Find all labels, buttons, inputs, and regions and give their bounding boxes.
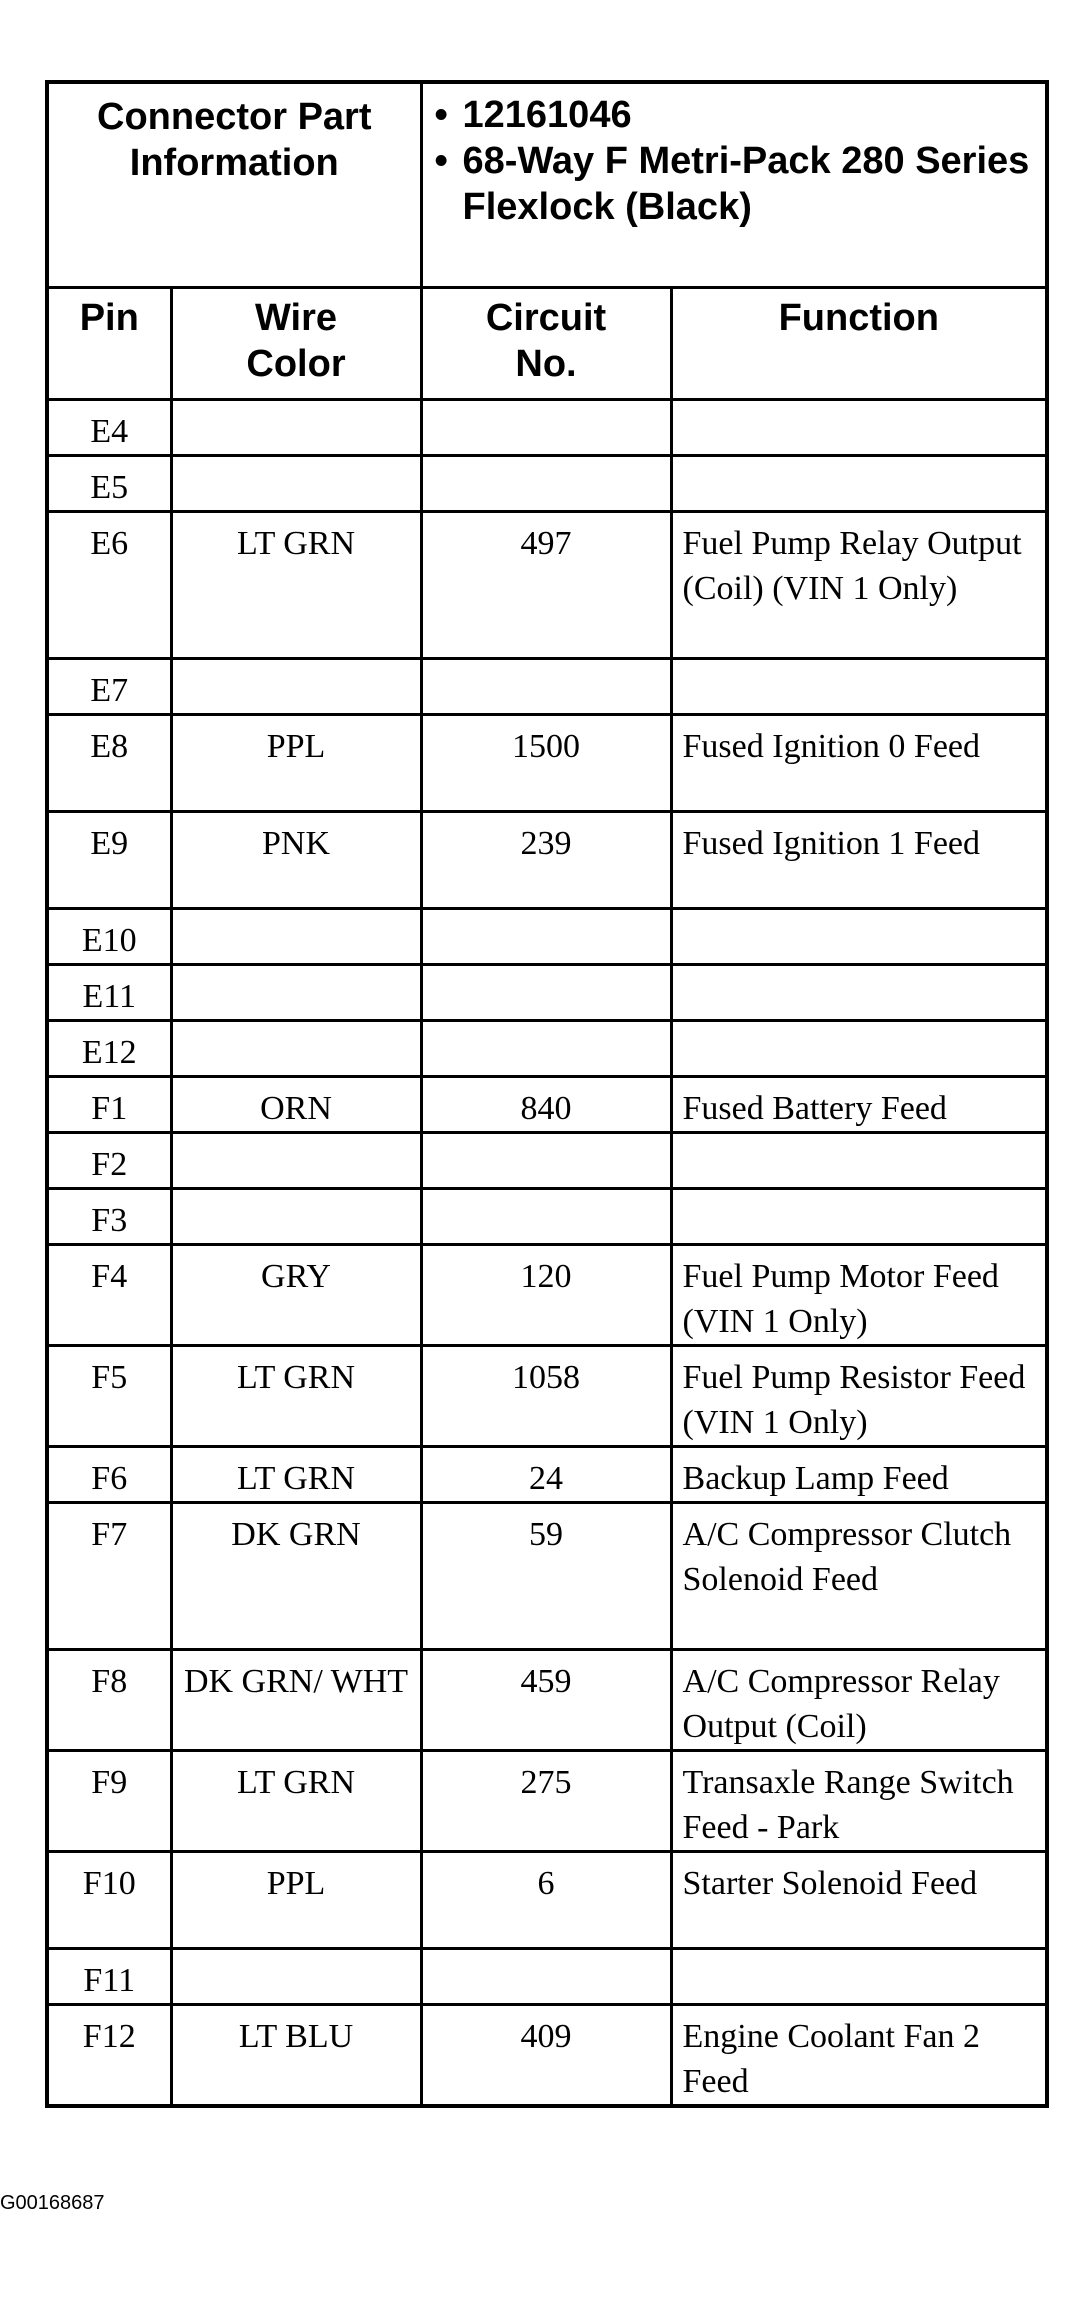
part-number: 12161046 xyxy=(462,94,632,136)
function-cell xyxy=(671,455,1047,511)
pin-cell: E8 xyxy=(47,714,171,811)
function-cell: Engine Coolant Fan 2 Feed xyxy=(671,2004,1047,2106)
function-cell: A/C Compressor Relay Output (Coil) xyxy=(671,1649,1047,1750)
connector-info-row xyxy=(47,82,1047,287)
circuit-number-cell xyxy=(421,1948,671,2004)
circuit-number-header: Circuit No. xyxy=(421,287,671,399)
wire-color-cell: LT GRN xyxy=(171,1750,421,1851)
circuit-number-cell xyxy=(421,1132,671,1188)
part-number-item xyxy=(433,92,1036,138)
wire-color-cell: ORN xyxy=(171,1076,421,1132)
pin-cell: F8 xyxy=(47,1649,171,1750)
pin-cell: E12 xyxy=(47,1020,171,1076)
function-cell xyxy=(671,1948,1047,2004)
wire-color-cell: LT GRN xyxy=(171,1345,421,1446)
wire-color-cell xyxy=(171,964,421,1020)
pin-cell: F9 xyxy=(47,1750,171,1851)
pin-cell: F3 xyxy=(47,1188,171,1244)
function-cell: Fused Ignition 1 Feed xyxy=(671,811,1047,908)
function-cell xyxy=(671,908,1047,964)
connector-description-item xyxy=(433,138,1036,230)
function-cell: A/C Compressor Clutch Solenoid Feed xyxy=(671,1502,1047,1649)
wire-color-cell xyxy=(171,1188,421,1244)
wire-color-cell: LT GRN xyxy=(171,511,421,658)
table-row xyxy=(47,964,1047,1020)
pin-cell: F5 xyxy=(47,1345,171,1446)
pin-cell: E5 xyxy=(47,455,171,511)
circuit-number-cell: 1058 xyxy=(421,1345,671,1446)
wire-color-cell xyxy=(171,908,421,964)
connector-pinout-table xyxy=(45,80,1049,2108)
pin-cell: E9 xyxy=(47,811,171,908)
pin-cell: F2 xyxy=(47,1132,171,1188)
circuit-number-cell: 59 xyxy=(421,1502,671,1649)
wire-color-cell xyxy=(171,1020,421,1076)
pin-cell: E11 xyxy=(47,964,171,1020)
circuit-number-cell: 239 xyxy=(421,811,671,908)
pin-cell: E7 xyxy=(47,658,171,714)
wire-color-cell xyxy=(171,658,421,714)
function-cell xyxy=(671,658,1047,714)
wire-color-cell: DK GRN xyxy=(171,1502,421,1649)
circuit-number-cell: 1500 xyxy=(421,714,671,811)
function-cell: Fuel Pump Resistor Feed (VIN 1 Only) xyxy=(671,1345,1047,1446)
pin-cell: F10 xyxy=(47,1851,171,1948)
pin-cell: F11 xyxy=(47,1948,171,2004)
wire-color-cell: PNK xyxy=(171,811,421,908)
circuit-number-cell: 497 xyxy=(421,511,671,658)
wire-color-cell xyxy=(171,399,421,455)
circuit-number-cell xyxy=(421,964,671,1020)
bullet-icon: • xyxy=(434,140,448,182)
pin-cell: E6 xyxy=(47,511,171,658)
table-row xyxy=(47,1446,1047,1502)
circuit-number-cell xyxy=(421,399,671,455)
table-row xyxy=(47,1345,1047,1446)
wire-color-cell xyxy=(171,1948,421,2004)
table-row xyxy=(47,2004,1047,2106)
circuit-number-cell: 120 xyxy=(421,1244,671,1345)
function-cell: Transaxle Range Switch Feed - Park xyxy=(671,1750,1047,1851)
circuit-number-cell xyxy=(421,908,671,964)
bullet-icon: • xyxy=(434,94,448,136)
circuit-number-cell: 275 xyxy=(421,1750,671,1851)
table-row xyxy=(47,1132,1047,1188)
connector-info-label-line1: Connector Part xyxy=(97,96,372,138)
image-id-label: G00168687 xyxy=(0,2192,105,2214)
table-row xyxy=(47,1649,1047,1750)
table-row xyxy=(47,1244,1047,1345)
pin-cell: E4 xyxy=(47,399,171,455)
wire-color-cell: LT BLU xyxy=(171,2004,421,2106)
table-row xyxy=(47,1188,1047,1244)
function-cell: Fuel Pump Motor Feed (VIN 1 Only) xyxy=(671,1244,1047,1345)
table-row xyxy=(47,811,1047,908)
table-row xyxy=(47,714,1047,811)
connector-description: 68-Way F Metri-Pack 280 Series Flexlock (Black) xyxy=(462,140,1030,228)
circuit-number-cell: 459 xyxy=(421,1649,671,1750)
circuit-number-cell: 840 xyxy=(421,1076,671,1132)
column-header-row xyxy=(47,287,1047,399)
table-row xyxy=(47,399,1047,455)
wire-color-cell: PPL xyxy=(171,714,421,811)
function-cell: Fused Battery Feed xyxy=(671,1076,1047,1132)
circuit-number-cell xyxy=(421,455,671,511)
pin-cell: F12 xyxy=(47,2004,171,2106)
wire-color-cell: GRY xyxy=(171,1244,421,1345)
wire-color-cell: DK GRN/ WHT xyxy=(171,1649,421,1750)
pin-header: Pin xyxy=(47,287,171,399)
connector-info-label xyxy=(47,82,421,287)
circuit-number-cell: 6 xyxy=(421,1851,671,1948)
circuit-number-cell: 409 xyxy=(421,2004,671,2106)
function-cell: Backup Lamp Feed xyxy=(671,1446,1047,1502)
function-cell xyxy=(671,1132,1047,1188)
function-cell xyxy=(671,964,1047,1020)
wire-color-cell xyxy=(171,1132,421,1188)
function-cell: Starter Solenoid Feed xyxy=(671,1851,1047,1948)
function-header: Function xyxy=(671,287,1047,399)
function-cell: Fused Ignition 0 Feed xyxy=(671,714,1047,811)
wire-color-header: Wire Color xyxy=(171,287,421,399)
wire-color-cell xyxy=(171,455,421,511)
table-row xyxy=(47,1076,1047,1132)
connector-info-label-line2: Information xyxy=(129,142,339,184)
wire-color-cell: LT GRN xyxy=(171,1446,421,1502)
connector-info-details xyxy=(421,82,1047,287)
pin-cell: E10 xyxy=(47,908,171,964)
pin-cell: F6 xyxy=(47,1446,171,1502)
pin-cell: F1 xyxy=(47,1076,171,1132)
table-row xyxy=(47,1948,1047,2004)
table-row xyxy=(47,511,1047,658)
circuit-number-cell xyxy=(421,1020,671,1076)
table-row xyxy=(47,1750,1047,1851)
pin-cell: F7 xyxy=(47,1502,171,1649)
function-cell xyxy=(671,1188,1047,1244)
circuit-number-cell: 24 xyxy=(421,1446,671,1502)
wire-color-cell: PPL xyxy=(171,1851,421,1948)
table-row xyxy=(47,1502,1047,1649)
table-row xyxy=(47,1020,1047,1076)
pin-cell: F4 xyxy=(47,1244,171,1345)
table-row xyxy=(47,455,1047,511)
table-row xyxy=(47,658,1047,714)
function-cell xyxy=(671,1020,1047,1076)
function-cell: Fuel Pump Relay Output (Coil) (VIN 1 Only) xyxy=(671,511,1047,658)
circuit-number-cell xyxy=(421,1188,671,1244)
circuit-number-cell xyxy=(421,658,671,714)
table-row xyxy=(47,1851,1047,1948)
table-row xyxy=(47,908,1047,964)
function-cell xyxy=(671,399,1047,455)
